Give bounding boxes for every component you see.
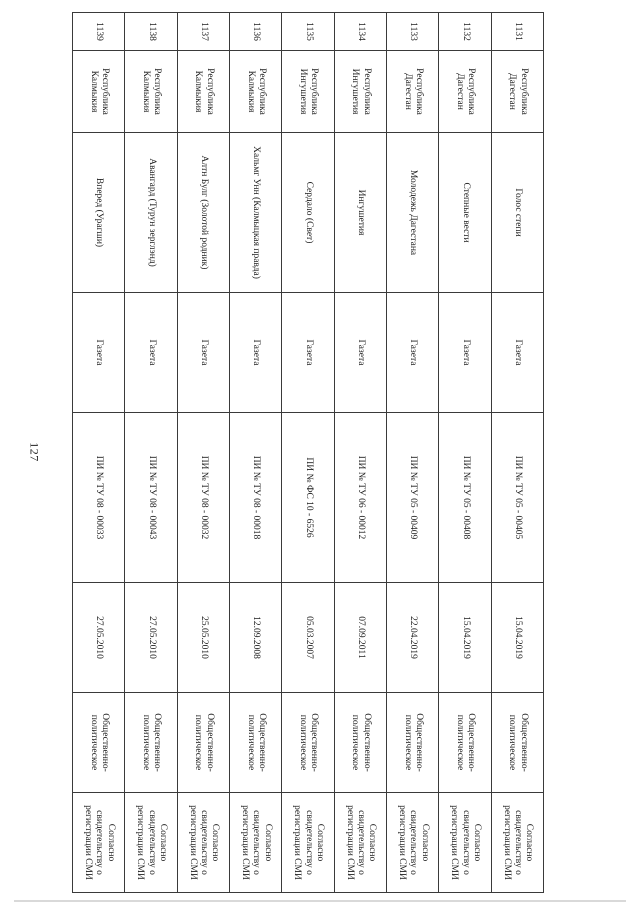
registration-date-cell: 12.09.2008 xyxy=(230,583,282,693)
basis-cell: Согласно свидетельству о регистрации СМИ xyxy=(491,793,543,893)
region-cell: Республика Ингушетия xyxy=(282,51,334,133)
basis-cell: Согласно свидетельству о регистрации СМИ xyxy=(230,793,282,893)
table-row xyxy=(125,13,177,893)
registration-date-cell: 05.03.2007 xyxy=(282,583,334,693)
registration-number-cell: ПИ № ТУ 05 - 00408 xyxy=(439,413,491,583)
registration-date-cell: 22.04.2019 xyxy=(387,583,439,693)
registration-date-cell: 15.04.2019 xyxy=(439,583,491,693)
table-row xyxy=(177,13,229,893)
row-number-cell: 1136 xyxy=(230,13,282,51)
row-number-cell: 1134 xyxy=(334,13,386,51)
specialization-cell: Общественно-политическое xyxy=(491,693,543,793)
registration-number-cell: ПИ № ТУ 08 - 00032 xyxy=(177,413,229,583)
page-number: 127 xyxy=(27,442,42,462)
media-type-cell: Газета xyxy=(282,293,334,413)
region-cell: Республика Дагестан xyxy=(491,51,543,133)
row-number-cell: 1139 xyxy=(73,13,125,51)
registration-number-cell: ПИ № ТУ 05 - 00409 xyxy=(387,413,439,583)
region-cell: Республика Калмыкия xyxy=(177,51,229,133)
media-name-cell: Голос степи xyxy=(491,133,543,293)
registration-date-cell: 27.05.2010 xyxy=(73,583,125,693)
registration-number-cell: ПИ № ТУ 06 - 00012 xyxy=(334,413,386,583)
region-cell: Республика Калмыкия xyxy=(73,51,125,133)
specialization-cell: Общественно-политическое xyxy=(387,693,439,793)
specialization-cell: Общественно-политическое xyxy=(282,693,334,793)
media-name-cell: Хальмг Унн (Калмыцкая правда) xyxy=(230,133,282,293)
media-type-cell: Газета xyxy=(334,293,386,413)
media-name-cell: Алтн Булг (Золотой родник) xyxy=(177,133,229,293)
media-type-cell: Газета xyxy=(230,293,282,413)
basis-cell: Согласно свидетельству о регистрации СМИ xyxy=(177,793,229,893)
specialization-cell: Общественно-политическое xyxy=(334,693,386,793)
media-name-cell: Вперед (Урагши) xyxy=(73,133,125,293)
media-registry-table xyxy=(72,12,544,893)
specialization-cell: Общественно-политическое xyxy=(230,693,282,793)
registration-number-cell: ПИ № ТУ 08 - 00043 xyxy=(125,413,177,583)
media-type-cell: Газета xyxy=(125,293,177,413)
media-type-cell: Газета xyxy=(73,293,125,413)
page-edge-shadow xyxy=(14,900,626,902)
basis-cell: Согласно свидетельству о регистрации СМИ xyxy=(282,793,334,893)
table-row xyxy=(439,13,491,893)
media-type-cell: Газета xyxy=(387,293,439,413)
registration-number-cell: ПИ № ТУ 05 - 00405 xyxy=(491,413,543,583)
specialization-cell: Общественно-политическое xyxy=(177,693,229,793)
table-row xyxy=(387,13,439,893)
specialization-cell: Общественно-политическое xyxy=(439,693,491,793)
media-name-cell: Авангард (Турун зерглэнд) xyxy=(125,133,177,293)
registration-number-cell: ПИ № ТУ 08 - 00018 xyxy=(230,413,282,583)
region-cell: Республика Калмыкия xyxy=(230,51,282,133)
specialization-cell: Общественно-политическое xyxy=(125,693,177,793)
basis-cell: Согласно свидетельству о регистрации СМИ xyxy=(334,793,386,893)
media-name-cell: Молодежь Дагестана xyxy=(387,133,439,293)
registration-number-cell: ПИ № ТУ 08 - 00033 xyxy=(73,413,125,583)
media-type-cell: Газета xyxy=(491,293,543,413)
row-number-cell: 1131 xyxy=(491,13,543,51)
media-type-cell: Газета xyxy=(177,293,229,413)
table-row xyxy=(334,13,386,893)
region-cell: Республика Дагестан xyxy=(439,51,491,133)
registration-date-cell: 27.05.2010 xyxy=(125,583,177,693)
specialization-cell: Общественно-политическое xyxy=(73,693,125,793)
region-cell: Республика Ингушетия xyxy=(334,51,386,133)
table-row xyxy=(230,13,282,893)
row-number-cell: 1135 xyxy=(282,13,334,51)
registration-date-cell: 15.04.2019 xyxy=(491,583,543,693)
basis-cell: Согласно свидетельству о регистрации СМИ xyxy=(125,793,177,893)
registry-body xyxy=(73,13,544,893)
row-number-cell: 1132 xyxy=(439,13,491,51)
table-row xyxy=(491,13,543,893)
registry-table-wrapper xyxy=(72,12,544,892)
row-number-cell: 1137 xyxy=(177,13,229,51)
media-name-cell: Сердало (Свет) xyxy=(282,133,334,293)
row-number-cell: 1133 xyxy=(387,13,439,51)
media-name-cell: Ингушетия xyxy=(334,133,386,293)
row-number-cell: 1138 xyxy=(125,13,177,51)
region-cell: Республика Калмыкия xyxy=(125,51,177,133)
registration-number-cell: ПИ № ФС 10 - 6526 xyxy=(282,413,334,583)
basis-cell: Согласно свидетельству о регистрации СМИ xyxy=(387,793,439,893)
table-row xyxy=(282,13,334,893)
region-cell: Республика Дагестан xyxy=(387,51,439,133)
basis-cell: Согласно свидетельству о регистрации СМИ xyxy=(73,793,125,893)
table-row xyxy=(73,13,125,893)
registration-date-cell: 25.05.2010 xyxy=(177,583,229,693)
media-name-cell: Степные вести xyxy=(439,133,491,293)
registration-date-cell: 07.09.2011 xyxy=(334,583,386,693)
basis-cell: Согласно свидетельству о регистрации СМИ xyxy=(439,793,491,893)
media-type-cell: Газета xyxy=(439,293,491,413)
